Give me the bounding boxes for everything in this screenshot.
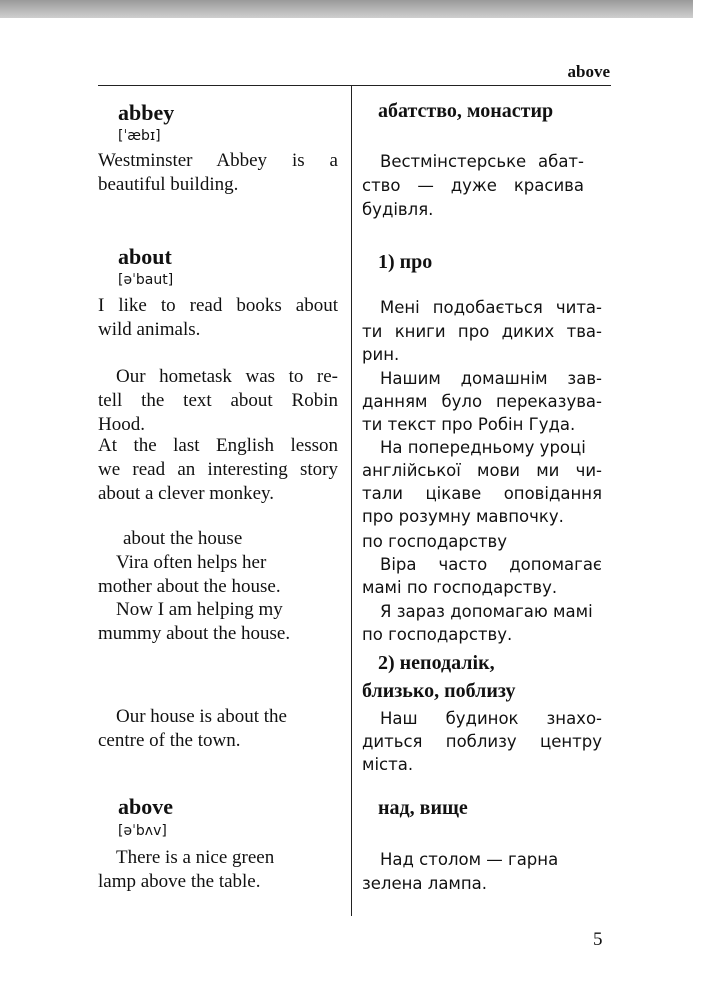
translation-example-line: по господарству. [362,625,513,644]
phrase-about-the-house: about the house [123,528,243,549]
header-rule [98,85,611,86]
translation-example-line: зелена лампа. [362,874,488,893]
example-line: Now I am helping my [116,599,283,620]
translation-example-line: данням було переказува- [362,392,602,411]
example-line: wild animals. [98,319,201,340]
translation-example-line: про розумну мавпочку. [362,507,564,526]
page-number: 5 [593,929,603,950]
example-line: tell the text about Robin [98,390,338,411]
translation-example-line: англійської мови ми чи- [362,461,602,480]
translation-example-line: диться поблизу центру [362,732,602,751]
translation-example-line: Наш будинок знахо- [380,709,602,728]
column-divider [351,86,352,916]
example-line: we read an interesting story [98,459,338,480]
translation-phrase: по господарству [362,532,508,551]
translation-example-line: Над столом — гарна [380,850,559,869]
translation-example-line: ти книги про диких твa- [362,322,602,341]
example-line: Hood. [98,414,145,435]
translation-example-line: мамі по господарству. [362,578,558,597]
translation-example-line: міста. [362,755,414,774]
translation-example-line: На попередньому уроці [380,438,586,457]
translation-example-line: ство — дуже красива [362,176,584,195]
headword-about: about [118,244,172,269]
example-line: mother about the house. [98,576,281,597]
translation-above: над, вище [378,797,468,819]
example-line: There is a nice green [116,847,275,868]
example-line: Our hometask was to re- [116,366,338,387]
translation-example-line: рин. [362,345,400,364]
example-line: about a clever monkey. [98,483,275,504]
translation-example-line: Мені подобається чита- [380,298,602,317]
headword-abbey: abbey [118,100,175,125]
example-line: Westminster Abbey is a [98,150,338,171]
scan-top-edge [0,0,693,18]
translation-abbey: абатство, монастир [378,100,554,122]
translation-example-line: Я зараз допомагаю мамі [380,602,593,621]
example-line: Our house is about the [116,706,287,727]
translation-about-1: 1) про [378,251,433,273]
transcription-about: [əˈbaut] [118,272,174,288]
translation-example-line: Вестмінстерське абат- [380,152,584,171]
translation-about-2-cont: близько, поблизу [362,680,516,702]
translation-example-line: Нашим домашнім зав- [380,369,602,388]
example-line: Vira often helps her [116,552,267,573]
translation-example-line: тали цікаве оповідання [362,484,602,503]
translation-example-line: ти текст про Робін Гуда. [362,415,576,434]
transcription-above: [əˈbʌv] [118,823,167,839]
example-line: mummy about the house. [98,623,291,644]
example-line: I like to read books about [98,295,338,316]
headword-above: above [118,794,173,819]
example-line: lamp above the table. [98,871,261,892]
example-line: At the last English lesson [98,435,338,456]
translation-example-line: Віра часто допомагає [380,555,602,574]
example-line: centre of the town. [98,730,241,751]
running-head: above [567,62,610,81]
example-line: beautiful building. [98,174,239,195]
translation-about-2: 2) неподалік, [378,652,495,674]
transcription-abbey: [ˈæbɪ] [118,128,161,144]
translation-example-line: будівля. [362,200,434,219]
